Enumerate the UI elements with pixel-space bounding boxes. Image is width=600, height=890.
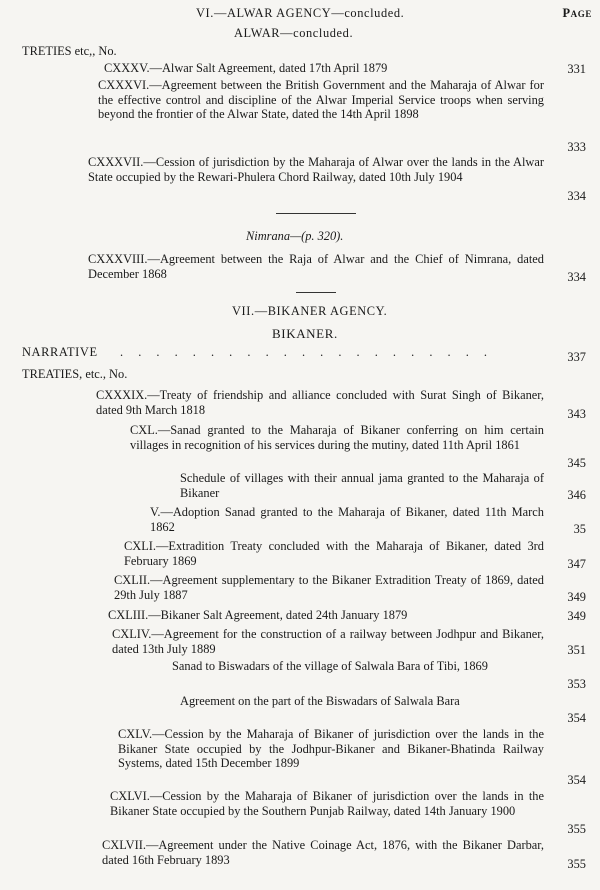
entry-text: —Cession of jurisdiction by the Maharaja of Alwar over the lands in the Alwar State occupied by the Rewari-Phulera Chord Railway, dated 10th July 1904 — [88, 155, 544, 184]
entry-number: CXXXVII. — [88, 155, 144, 169]
entry-page-number: 345 — [567, 456, 586, 470]
list-item — [98, 78, 544, 122]
entry-text: —Cession by the Maharaja of Bikaner of jurisdiction over the lands in the Bikaner State occupied by the Southern Punjab Railway, dated 14th January 1900 — [110, 789, 544, 818]
entry-page-number: 343 — [567, 407, 586, 421]
entry-number: CXLII. — [114, 573, 151, 587]
entry-number: CXXXIX. — [96, 388, 148, 402]
entry-page-number: 337 — [567, 350, 586, 364]
entry-number: CXXXVI. — [98, 78, 150, 92]
list-item — [96, 388, 544, 417]
entry-page-number: 347 — [567, 557, 586, 571]
entry-text: Agreement on the part of the Biswadars of Salwala Bara — [180, 694, 460, 708]
leader-dots: . . . . . . . . . . . . . . . . . . . . . — [120, 345, 494, 359]
entry-page-number: 354 — [567, 773, 586, 787]
entry-text: Sanad to Biswadars of the village of Salwala Bara of Tibi, 1869 — [172, 659, 488, 673]
entry-number: V. — [150, 505, 161, 519]
entry-number: CXLVI. — [110, 789, 150, 803]
entry-number: CXLIII. — [108, 608, 149, 622]
list-item — [124, 539, 544, 568]
narrative-label: NARRATIVE — [22, 345, 98, 359]
entry-page-number: 351 — [567, 643, 586, 657]
entry-text: —Agreement under the Native Coinage Act, 1876, with the Bikaner Darbar, dated 16th February 1893 — [102, 838, 544, 867]
divider — [296, 292, 336, 293]
entry-text: —Alwar Salt Agreement, dated 17th April 1879 — [149, 61, 388, 75]
entry-number: CXLV. — [118, 727, 153, 741]
entry-text: Schedule of villages with their annual jama granted to the Maharaja of Bikaner — [180, 471, 544, 500]
entry-text: —Treaty of friendship and alliance concluded with Surat Singh of Bikaner, dated 9th March 1818 — [96, 388, 544, 417]
entry-page-number: 354 — [567, 711, 586, 725]
subsection-title-nimrana: Nimrana—(p. 320). — [246, 229, 344, 243]
entry-text: —Agreement for the construction of a railway between Jodhpur and Bikaner, dated 13th July 1889 — [112, 627, 544, 656]
treaties-label: TRETIES etc,, No. — [22, 44, 117, 58]
entry-page-number: 333 — [567, 140, 586, 154]
entry-number: CXXXVIII. — [88, 252, 148, 266]
entry-page-number: 35 — [573, 522, 586, 536]
list-item — [130, 423, 544, 452]
entry-page-number: 353 — [567, 677, 586, 691]
entry-page-number: 355 — [567, 857, 586, 871]
list-item — [108, 608, 544, 623]
list-item — [104, 61, 544, 76]
entry-text: —Agreement supplementary to the Bikaner Extradition Treaty of 1869, dated 29th July 1887 — [114, 573, 544, 602]
list-item — [172, 659, 544, 674]
list-item — [88, 155, 544, 184]
entry-text: —Sanad granted to the Maharaja of Bikaner conferring on him certain villages in recognition of his services during the mutiny, dated 11th April 1861 — [130, 423, 544, 452]
entry-number: CXLI. — [124, 539, 157, 553]
entry-page-number: 349 — [567, 590, 586, 604]
list-item — [112, 627, 544, 656]
state-title-alwar: ALWAR—concluded. — [234, 26, 354, 40]
list-item — [180, 694, 544, 709]
section-title-alwar: VI.—ALWAR AGENCY—concluded. — [196, 6, 405, 20]
entry-page-number: 349 — [567, 609, 586, 623]
list-item — [102, 838, 544, 867]
list-item — [118, 727, 544, 771]
entry-page-number: 346 — [567, 488, 586, 502]
state-title-bikaner: BIKANER. — [272, 326, 338, 341]
list-item — [150, 505, 544, 534]
entry-text: —Adoption Sanad granted to the Maharaja of Bikaner, dated 11th March 1862 — [150, 505, 544, 534]
divider — [276, 213, 356, 214]
page-column-label: Page — [562, 6, 592, 20]
list-item — [88, 252, 544, 281]
section-title-bikaner: VII.—BIKANER AGENCY. — [232, 304, 388, 318]
entry-text: —Bikaner Salt Agreement, dated 24th January 1879 — [148, 608, 408, 622]
list-item — [114, 573, 544, 602]
entry-page-number: 331 — [567, 62, 586, 76]
entry-text: —Extradition Treaty concluded with the Maharaja of Bikaner, dated 3rd February 1869 — [124, 539, 544, 568]
entry-number: CXLVII. — [102, 838, 146, 852]
list-item — [110, 789, 544, 818]
entry-text: —Cession by the Maharaja of Bikaner of jurisdiction over the lands in the Bikaner State occupied by the Jodhpur-Bikaner and Bikaner-Bhatinda Railway Systems, dated 15th December 1899 — [118, 727, 544, 771]
entry-number: CXLIV. — [112, 627, 152, 641]
entry-page-number: 334 — [567, 270, 586, 284]
list-item — [180, 471, 544, 500]
entry-text: —Agreement between the Raja of Alwar and the Chief of Nimrana, dated December 1868 — [88, 252, 544, 281]
entry-number: CXXXV. — [104, 61, 150, 75]
entry-number: CXL. — [130, 423, 158, 437]
entry-text: —Agreement between the British Government and the Maharaja of Alwar for the effective control and discipline of the Alwar Imperial Service troops when serving beyond the frontier of the Alwar State, dated the 14th April 1898 — [98, 78, 544, 122]
treaties-label: TREATIES, etc., No. — [22, 367, 128, 381]
entry-page-number: 355 — [567, 822, 586, 836]
entry-page-number: 334 — [567, 189, 586, 203]
